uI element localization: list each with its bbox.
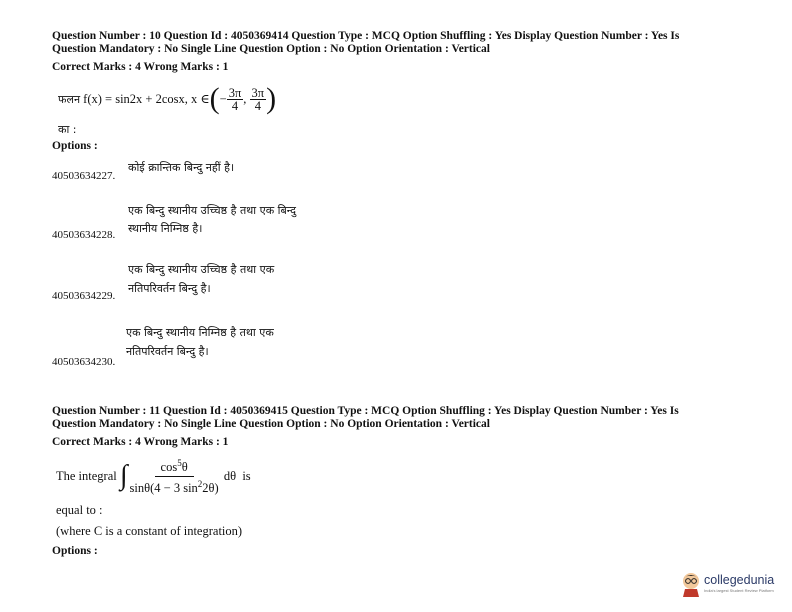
q10-interval-low [227,87,244,112]
q11-numerator-cos: cos [160,460,178,475]
q10-interval-high-den: 4 [254,98,261,113]
q11-stem-start: The integral [56,468,117,483]
q11-header-line1: Question Number : 11 Question Id : 4050369415 Question Type : MCQ Option Shuffling : Yes Display Question Number : Yes Is [52,405,679,417]
q10-interval-low-den: 4 [231,98,239,113]
q10-interval-high-num: 3π [251,85,265,100]
q11-integral-sign: ∫ [119,460,128,491]
q11-differential: dθ [223,468,237,483]
q10-open-paren: ( [209,82,220,115]
q11-denominator-exp: 2 [197,478,203,489]
q10-stem-word: फलन [58,92,81,106]
q10-close-paren: ) [266,82,277,115]
q11-stem [56,454,251,498]
q10-interval-comma: , [243,91,250,106]
q11-integrand [128,456,221,495]
q10-option-2-line2: स्थानीय निम्निष्ठ है। [128,222,203,235]
q10-option-3-line2: नतिपरिवर्तन बिन्दु है। [128,282,211,295]
q11-denominator [128,477,221,496]
q11-denominator-end: 2θ) [202,480,219,495]
collegedunia-logo [680,571,780,601]
q11-stem-is: is [242,468,251,483]
q10-domain-var: x ∈ [191,92,210,106]
q11-numerator-exp: 5 [177,458,182,469]
q10-option-4-line2: नतिपरिवर्तन बिन्दु है। [126,345,209,358]
q10-stem-end: का : [58,123,77,136]
q10-interval-high [250,87,267,112]
q10-option-3-line1: एक बिन्दु स्थानीय उच्चिष्ठ है तथा एक [128,263,275,276]
logo-tagline: India's largest Student Review Platform [704,588,774,593]
q10-header-line2: Question Mandatory : No Single Line Question Option : No Option Orientation : Vertical [52,43,490,55]
q10-option-3-id: 40503634229. [52,290,116,302]
q10-option-1-text: कोई क्रान्तिक बिन्दु नहीं है। [128,161,235,174]
q10-interval-low-sign: − [219,91,227,106]
q11-note: (where C is a constant of integration) [56,524,243,538]
q11-numerator-var: θ [181,460,188,475]
q10-function: f(x) = sin2x + 2cosx, [83,91,188,106]
q10-option-1-id: 40503634227. [52,170,116,182]
q11-numerator [155,456,194,476]
q10-stem [58,80,276,118]
q11-marks: Correct Marks : 4 Wrong Marks : 1 [52,436,229,448]
q11-equal-to: equal to : [56,503,103,517]
q10-option-4-id: 40503634230. [52,356,116,368]
q11-header-line2: Question Mandatory : No Single Line Question Option : No Option Orientation : Vertical [52,418,490,430]
q11-denominator-start: sinθ(4 − 3 sin [129,480,198,495]
q10-option-2-line1: एक बिन्दु स्थानीय उच्चिष्ठ है तथा एक बिन्दु [128,204,297,217]
q10-option-2-id: 40503634228. [52,229,116,241]
mascot-icon [680,571,702,597]
logo-brand: collegedunia [704,573,775,587]
q10-header-line1: Question Number : 10 Question Id : 4050369414 Question Type : MCQ Option Shuffling : Yes Display Question Number : Yes Is [52,30,680,42]
q10-marks: Correct Marks : 4 Wrong Marks : 1 [52,61,229,73]
q10-interval-low-num: 3π [228,85,242,100]
q11-options-label: Options : [52,545,98,557]
q10-option-4-line1: एक बिन्दु स्थानीय निम्निष्ठ है तथा एक [126,326,274,339]
q10-options-label: Options : [52,140,98,152]
